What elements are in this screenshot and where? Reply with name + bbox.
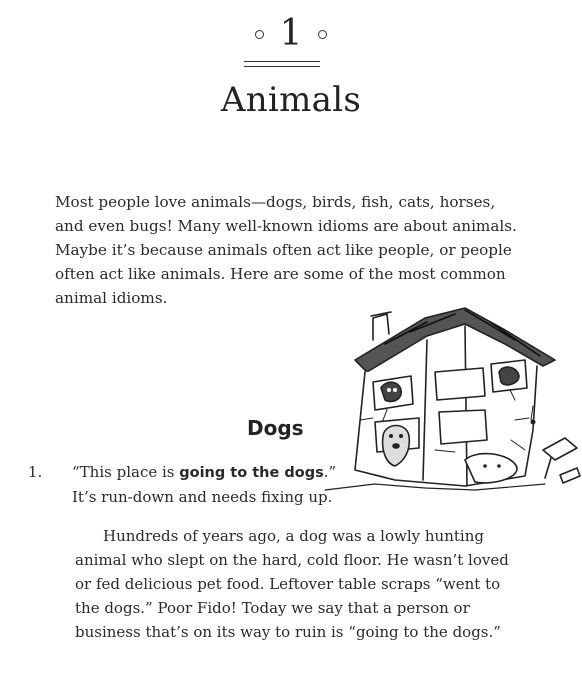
idiom-phrase: going to the dogs [179,465,324,481]
idiom-quote-close: .” [323,463,337,481]
chapter-number: 1 [279,13,303,54]
section-heading: Dogs [247,416,304,440]
intro-line: and even bugs! Many well-known idioms are about animals. [55,217,517,235]
intro-line: animal idioms. [55,289,168,307]
ornament-dot-left [255,30,264,39]
explanation-line: or fed delicious pet food. Leftover table scraps “went to [75,575,501,593]
chapter-title: Animals [220,80,362,120]
intro-line: often act like animals. Here are some of the most common [55,265,506,283]
rundown-doghouse-illustration [315,300,582,510]
intro-line: Most people love animals—dogs, birds, fish, cats, horses, [55,193,496,211]
explanation-line: business that’s on its way to ruin is “going to the dogs.” [75,623,501,641]
idiom-sentence [72,460,336,485]
ornament-dot-right [318,30,327,39]
idiom-quote-open: “This place is [72,463,180,481]
chapter-rule-upper [244,61,320,62]
explanation-paragraph [75,524,525,644]
explanation-line: animal who slept on the hard, cold floor. He wasn’t loved [75,551,509,569]
intro-line: Maybe it’s because animals often act like people, or people [55,241,512,259]
idiom-meaning: It’s run-down and needs fixing up. [72,488,333,506]
chapter-rule-lower [244,66,320,67]
intro-paragraph [55,190,527,310]
idiom-number: 1. [28,463,43,481]
chapter-number-ornament [0,14,582,60]
explanation-line: Hundreds of years ago, a dog was a lowly hunting [103,527,484,545]
idiom-body [72,460,336,509]
explanation-line: the dogs.” Poor Fido! Today we say that a person or [75,599,470,617]
